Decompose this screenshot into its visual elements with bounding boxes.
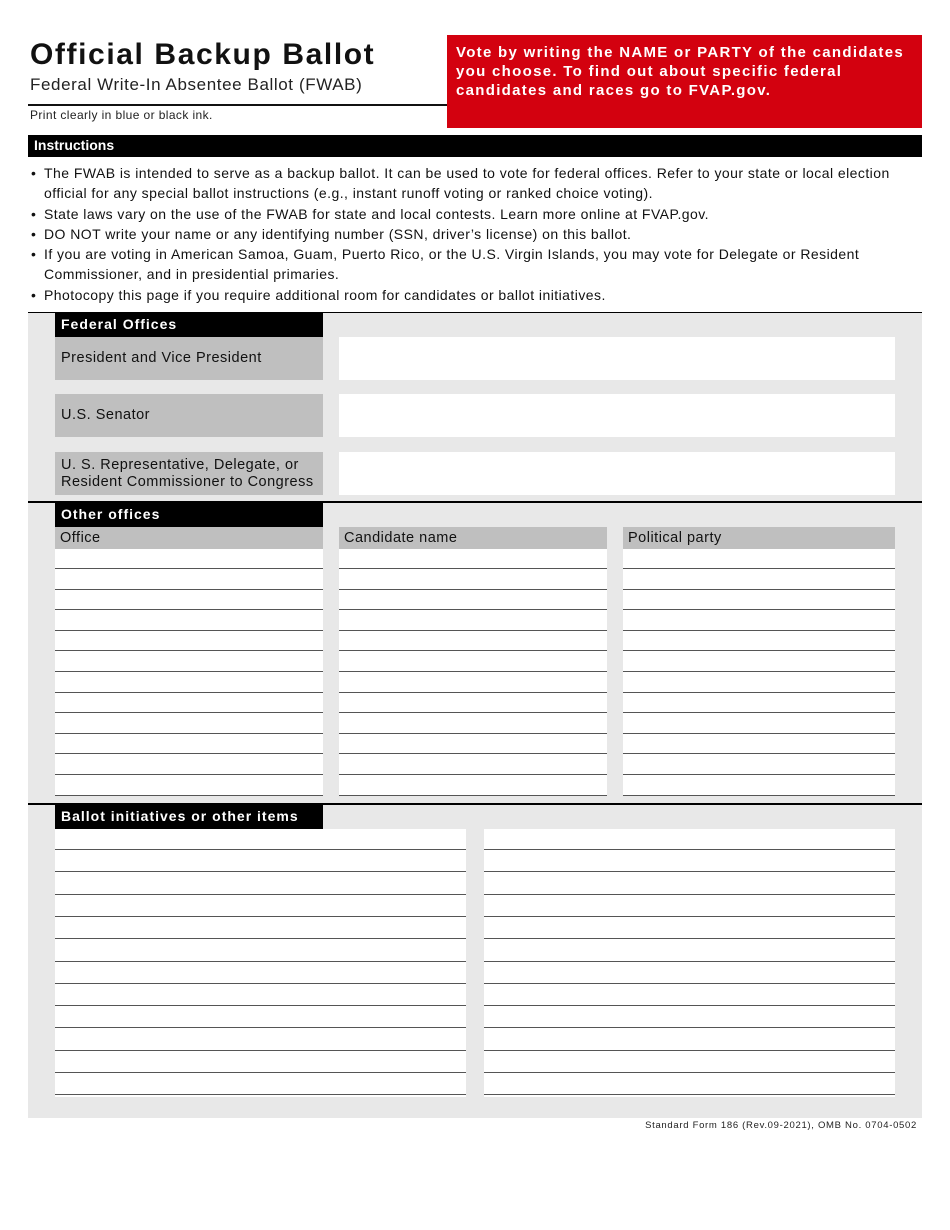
write-line — [55, 692, 323, 693]
write-line — [484, 849, 895, 850]
write-line — [339, 609, 607, 610]
federal-offices-section — [28, 313, 922, 502]
write-line — [623, 753, 895, 754]
write-line — [55, 609, 323, 610]
write-line — [623, 712, 895, 713]
write-line — [484, 1027, 895, 1028]
write-line — [339, 712, 607, 713]
write-line — [484, 1072, 895, 1073]
instruction-item: • The FWAB is intended to serve as a backup ballot. It can be used to vote for federal offices. Refer to your state or local election official for any special ballot instructions (e.g., instant runoff voting or ranked choice voting). — [30, 163, 920, 204]
office-label-president: President and Vice President — [55, 337, 323, 380]
instruction-item: • State laws vary on the use of the FWAB for state and local contests. Learn more online at FVAP.gov. — [30, 204, 920, 224]
instruction-item: • If you are voting in American Samoa, Guam, Puerto Rico, or the U.S. Virgin Islands, you may vote for Delegate or Resident Commissioner, and in presidential primaries. — [30, 244, 920, 285]
write-line — [484, 1005, 895, 1006]
write-line — [55, 733, 323, 734]
instruction-item: • DO NOT write your name or any identifying number (SSN, driver’s license) on this ballot. — [30, 224, 920, 244]
write-line — [623, 609, 895, 610]
other-offices-section — [28, 503, 922, 803]
write-line — [484, 894, 895, 895]
ballot-subtitle: Federal Write-In Absentee Ballot (FWAB) — [30, 75, 363, 94]
write-line — [339, 650, 607, 651]
representative-write-in-field[interactable] — [339, 452, 895, 495]
write-line — [55, 795, 323, 796]
write-line — [55, 712, 323, 713]
write-line — [55, 849, 466, 850]
header-divider — [28, 104, 448, 106]
write-line — [623, 630, 895, 631]
write-line — [55, 871, 466, 872]
write-line — [484, 916, 895, 917]
president-write-in-field[interactable] — [339, 337, 895, 380]
write-line — [484, 1094, 895, 1095]
write-line — [55, 916, 466, 917]
office-label-representative: U. S. Representative, Delegate, or Resident Commissioner to Congress — [55, 452, 323, 495]
write-line — [339, 671, 607, 672]
write-line — [55, 938, 466, 939]
write-line — [623, 568, 895, 569]
federal-offices-heading: Federal Offices — [55, 313, 323, 337]
write-line — [55, 1005, 466, 1006]
write-line — [623, 733, 895, 734]
write-line — [339, 753, 607, 754]
write-line — [55, 568, 323, 569]
write-line — [55, 1050, 466, 1051]
instructions-list — [30, 163, 920, 305]
write-line — [55, 589, 323, 590]
write-line — [55, 630, 323, 631]
write-line — [55, 983, 466, 984]
instructions-heading: Instructions — [28, 135, 922, 157]
political-party-write-lines[interactable] — [623, 549, 895, 795]
ink-note: Print clearly in blue or black ink. — [30, 108, 213, 122]
ballot-initiatives-right-lines[interactable] — [484, 829, 895, 1097]
write-line — [339, 795, 607, 796]
office-write-lines[interactable] — [55, 549, 323, 795]
instruction-item: • Photocopy this page if you require additional room for candidates or ballot initiatives. — [30, 285, 920, 305]
write-line — [55, 1027, 466, 1028]
write-line — [339, 692, 607, 693]
write-line — [484, 961, 895, 962]
candidate-name-write-lines[interactable] — [339, 549, 607, 795]
office-label-senator: U.S. Senator — [55, 394, 323, 437]
write-line — [55, 1072, 466, 1073]
ballot-initiatives-heading: Ballot initiatives or other items — [55, 805, 323, 829]
write-line — [623, 692, 895, 693]
write-line — [339, 589, 607, 590]
write-line — [339, 568, 607, 569]
write-line — [55, 650, 323, 651]
write-line — [339, 630, 607, 631]
column-header-political-party: Political party — [623, 527, 895, 549]
form-identifier: Standard Form 186 (Rev.09-2021), OMB No. 0704-0502 — [645, 1120, 917, 1131]
write-line — [623, 671, 895, 672]
write-line — [339, 774, 607, 775]
write-line — [484, 1050, 895, 1051]
write-line — [484, 871, 895, 872]
ballot-initiatives-section — [28, 805, 922, 1118]
write-line — [55, 753, 323, 754]
write-line — [55, 961, 466, 962]
column-header-office: Office — [55, 527, 323, 549]
ballot-title: Official Backup Ballot — [30, 38, 376, 71]
other-offices-heading: Other offices — [55, 503, 323, 527]
write-line — [623, 795, 895, 796]
write-line — [623, 774, 895, 775]
write-line — [623, 589, 895, 590]
write-line — [623, 650, 895, 651]
write-line — [484, 938, 895, 939]
vote-instruction-banner: Vote by writing the NAME or PARTY of the candidates you choose. To find out about specific federal candidates and races go to FVAP.gov. — [447, 35, 922, 128]
ballot-initiatives-left-lines[interactable] — [55, 829, 466, 1097]
column-header-candidate-name: Candidate name — [339, 527, 607, 549]
write-line — [55, 1094, 466, 1095]
write-line — [55, 671, 323, 672]
senator-write-in-field[interactable] — [339, 394, 895, 437]
write-line — [339, 733, 607, 734]
write-line — [484, 983, 895, 984]
write-line — [55, 774, 323, 775]
write-line — [55, 894, 466, 895]
